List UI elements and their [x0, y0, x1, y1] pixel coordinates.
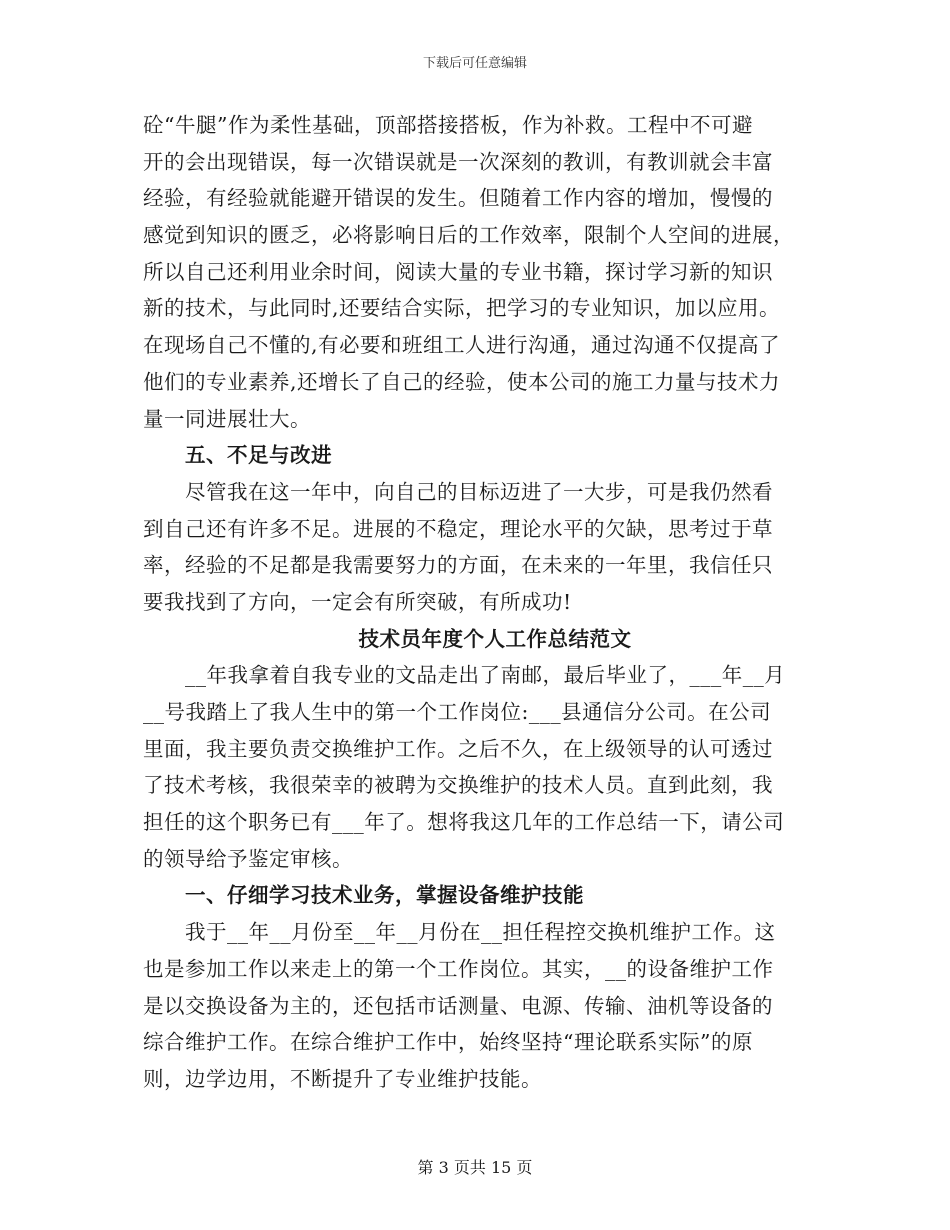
paragraph-line: 所以自己还利用业余时间，阅读大量的专业书籍，探讨学习新的知识 [143, 259, 773, 284]
document-title: 技术员年度个人工作总结范文 [358, 626, 632, 651]
paragraph-line: 综合维护工作。在综合维护工作中，始终坚持“理论联系实际”的原 [143, 1030, 753, 1055]
paragraph-line: 是以交换设备为主的，还包括市话测量、电源、传输、油机等设备的 [143, 993, 773, 1018]
paragraph-line: __号我踏上了我人生中的第一个工作岗位:___县通信分公司。在公司 [143, 700, 772, 724]
page-footer: 第 3 页共 15 页 [417, 1158, 533, 1177]
paragraph-line: 我于__年__月份至__年__月份在__担任程控交换机维护工作。这 [185, 920, 776, 945]
paragraph-line: 砼“牛腿”作为柔性基础，顶部搭接搭板，作为补救。工程中不可避 [143, 113, 753, 137]
paragraph-line: 尽管我在这一年中，向自己的目标迈进了一大步，可是我仍然看 [185, 479, 773, 504]
paragraph-line: 里面，我主要负责交换维护工作。之后不久，在上级领导的认可透过 [143, 736, 773, 761]
paragraph-line: 到自己还有许多不足。进展的不稳定，理论水平的欠缺，思考过于草 [143, 516, 773, 541]
paragraph-line: 经验，有经验就能避开错误的发生。但随着工作内容的增加，慢慢的 [143, 186, 773, 211]
paragraph-line: 则，边学边用，不断提升了专业维护技能。 [143, 1066, 542, 1091]
paragraph-line: 量一同进展壮大。 [143, 406, 311, 431]
section-heading: 一、仔细学习技术业务，掌握设备维护技能 [185, 883, 584, 908]
paragraph-line: 开的会出现错误，每一次错误就是一次深刻的教训，有教训就会丰富 [143, 149, 773, 174]
paragraph-line: 感觉到知识的匮乏，必将影响日后的工作效率，限制个人空间的进展， [143, 223, 794, 248]
section-heading: 五、不足与改进 [185, 443, 332, 468]
paragraph-line: __年我拿着自我专业的文品走出了南邮，最后毕业了，___年__月 [185, 663, 786, 688]
paragraph-line: 担任的这个职务已有___年了。想将我这几年的工作总结一下，请公司 [143, 810, 785, 835]
paragraph-line: 要我找到了方向，一定会有所突破，有所成功! [143, 589, 572, 614]
page-header: 下载后可任意编辑 [422, 56, 527, 71]
paragraph-line: 率，经验的不足都是我需要努力的方面，在未来的一年里，我信任只 [143, 553, 773, 578]
paragraph-line: 新的技术，与此同时,还要结合实际，把学习的专业知识，加以应用。 [143, 296, 781, 321]
paragraph-line: 了技术考核，我很荣幸的被聘为交换维护的技术人员。直到此刻，我 [143, 773, 773, 798]
paragraph-line: 他们的专业素养,还增长了自己的经验，使本公司的施工力量与技术力 [143, 369, 781, 394]
document-body [143, 107, 807, 1098]
paragraph-line: 在现场自己不懂的,有必要和班组工人进行沟通，通过沟通不仅提高了 [143, 333, 781, 358]
paragraph-line: 也是参加工作以来走上的第一个工作岗位。其实，__的设备维护工作 [143, 956, 774, 981]
paragraph-line: 的领导给予鉴定审核。 [143, 846, 353, 871]
